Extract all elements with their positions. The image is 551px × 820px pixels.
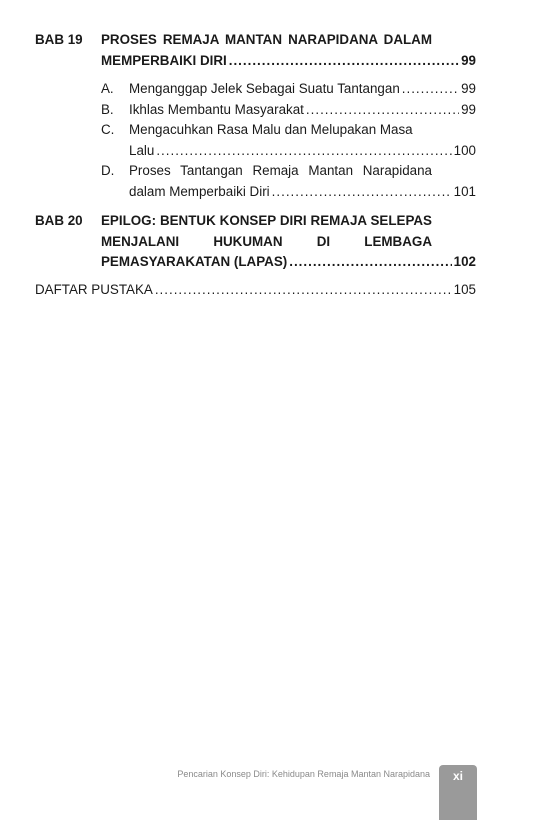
sub-a-row[interactable] — [129, 80, 476, 98]
leader-dots — [289, 253, 451, 271]
sub-a-letter: A. — [101, 81, 114, 96]
daftar-pustaka-page: 105 — [453, 282, 476, 297]
bab19-page: 99 — [461, 53, 476, 68]
sub-b-letter: B. — [101, 102, 114, 117]
bab20-title-line2: MENJALANI HUKUMAN DI LEMBAGA — [101, 234, 432, 249]
bab20-label: BAB 20 — [35, 213, 83, 228]
daftar-pustaka-row[interactable] — [35, 281, 476, 299]
sub-d-title-line2: dalam Memperbaiki Diri — [129, 184, 270, 199]
bab19-title-line1: PROSES REMAJA MANTAN NARAPIDANA DALAM — [101, 32, 432, 47]
bab20-title-row[interactable] — [101, 253, 476, 271]
sub-d-title-line1: Proses Tantangan Remaja Mantan Narapidana — [129, 163, 432, 178]
daftar-pustaka-label: DAFTAR PUSTAKA — [35, 282, 153, 297]
sub-c-letter: C. — [101, 122, 115, 137]
bab20-title-line1: EPILOG: BENTUK KONSEP DIRI REMAJA SELEPAS — [101, 213, 432, 228]
sub-b-title: Ikhlas Membantu Masyarakat — [129, 102, 304, 117]
sub-c-page: 100 — [453, 143, 476, 158]
bab20-page: 102 — [453, 254, 476, 269]
sub-c-title-line1: Mengacuhkan Rasa Malu dan Melupakan Masa — [129, 122, 413, 137]
leader-dots — [306, 101, 459, 119]
sub-c-title-line2: Lalu — [129, 143, 155, 158]
sub-d-page: 101 — [453, 184, 476, 199]
leader-dots — [272, 183, 452, 201]
sub-b-row[interactable] — [129, 101, 476, 119]
sub-d-letter: D. — [101, 163, 115, 178]
sub-a-title: Menganggap Jelek Sebagai Suatu Tantangan — [129, 81, 400, 96]
leader-dots — [155, 281, 452, 299]
sub-a-page: 99 — [461, 81, 476, 96]
sub-d-row[interactable] — [129, 183, 476, 201]
bab20-title-line3: PEMASYARAKATAN (LAPAS) — [101, 254, 288, 269]
bab19-title-row[interactable] — [101, 52, 476, 70]
bab19-label: BAB 19 — [35, 32, 83, 47]
leader-dots — [156, 142, 451, 160]
sub-b-page: 99 — [461, 102, 476, 117]
footer-book-title: Pencarian Konsep Diri: Kehidupan Remaja Mantan Narapidana — [177, 769, 430, 779]
leader-dots — [229, 52, 459, 70]
page-number: xi — [452, 769, 463, 783]
bab19-title-line2: MEMPERBAIKI DIRI — [101, 53, 227, 68]
leader-dots — [402, 80, 459, 98]
page-number-tab — [439, 765, 477, 820]
sub-c-row[interactable] — [129, 142, 476, 160]
